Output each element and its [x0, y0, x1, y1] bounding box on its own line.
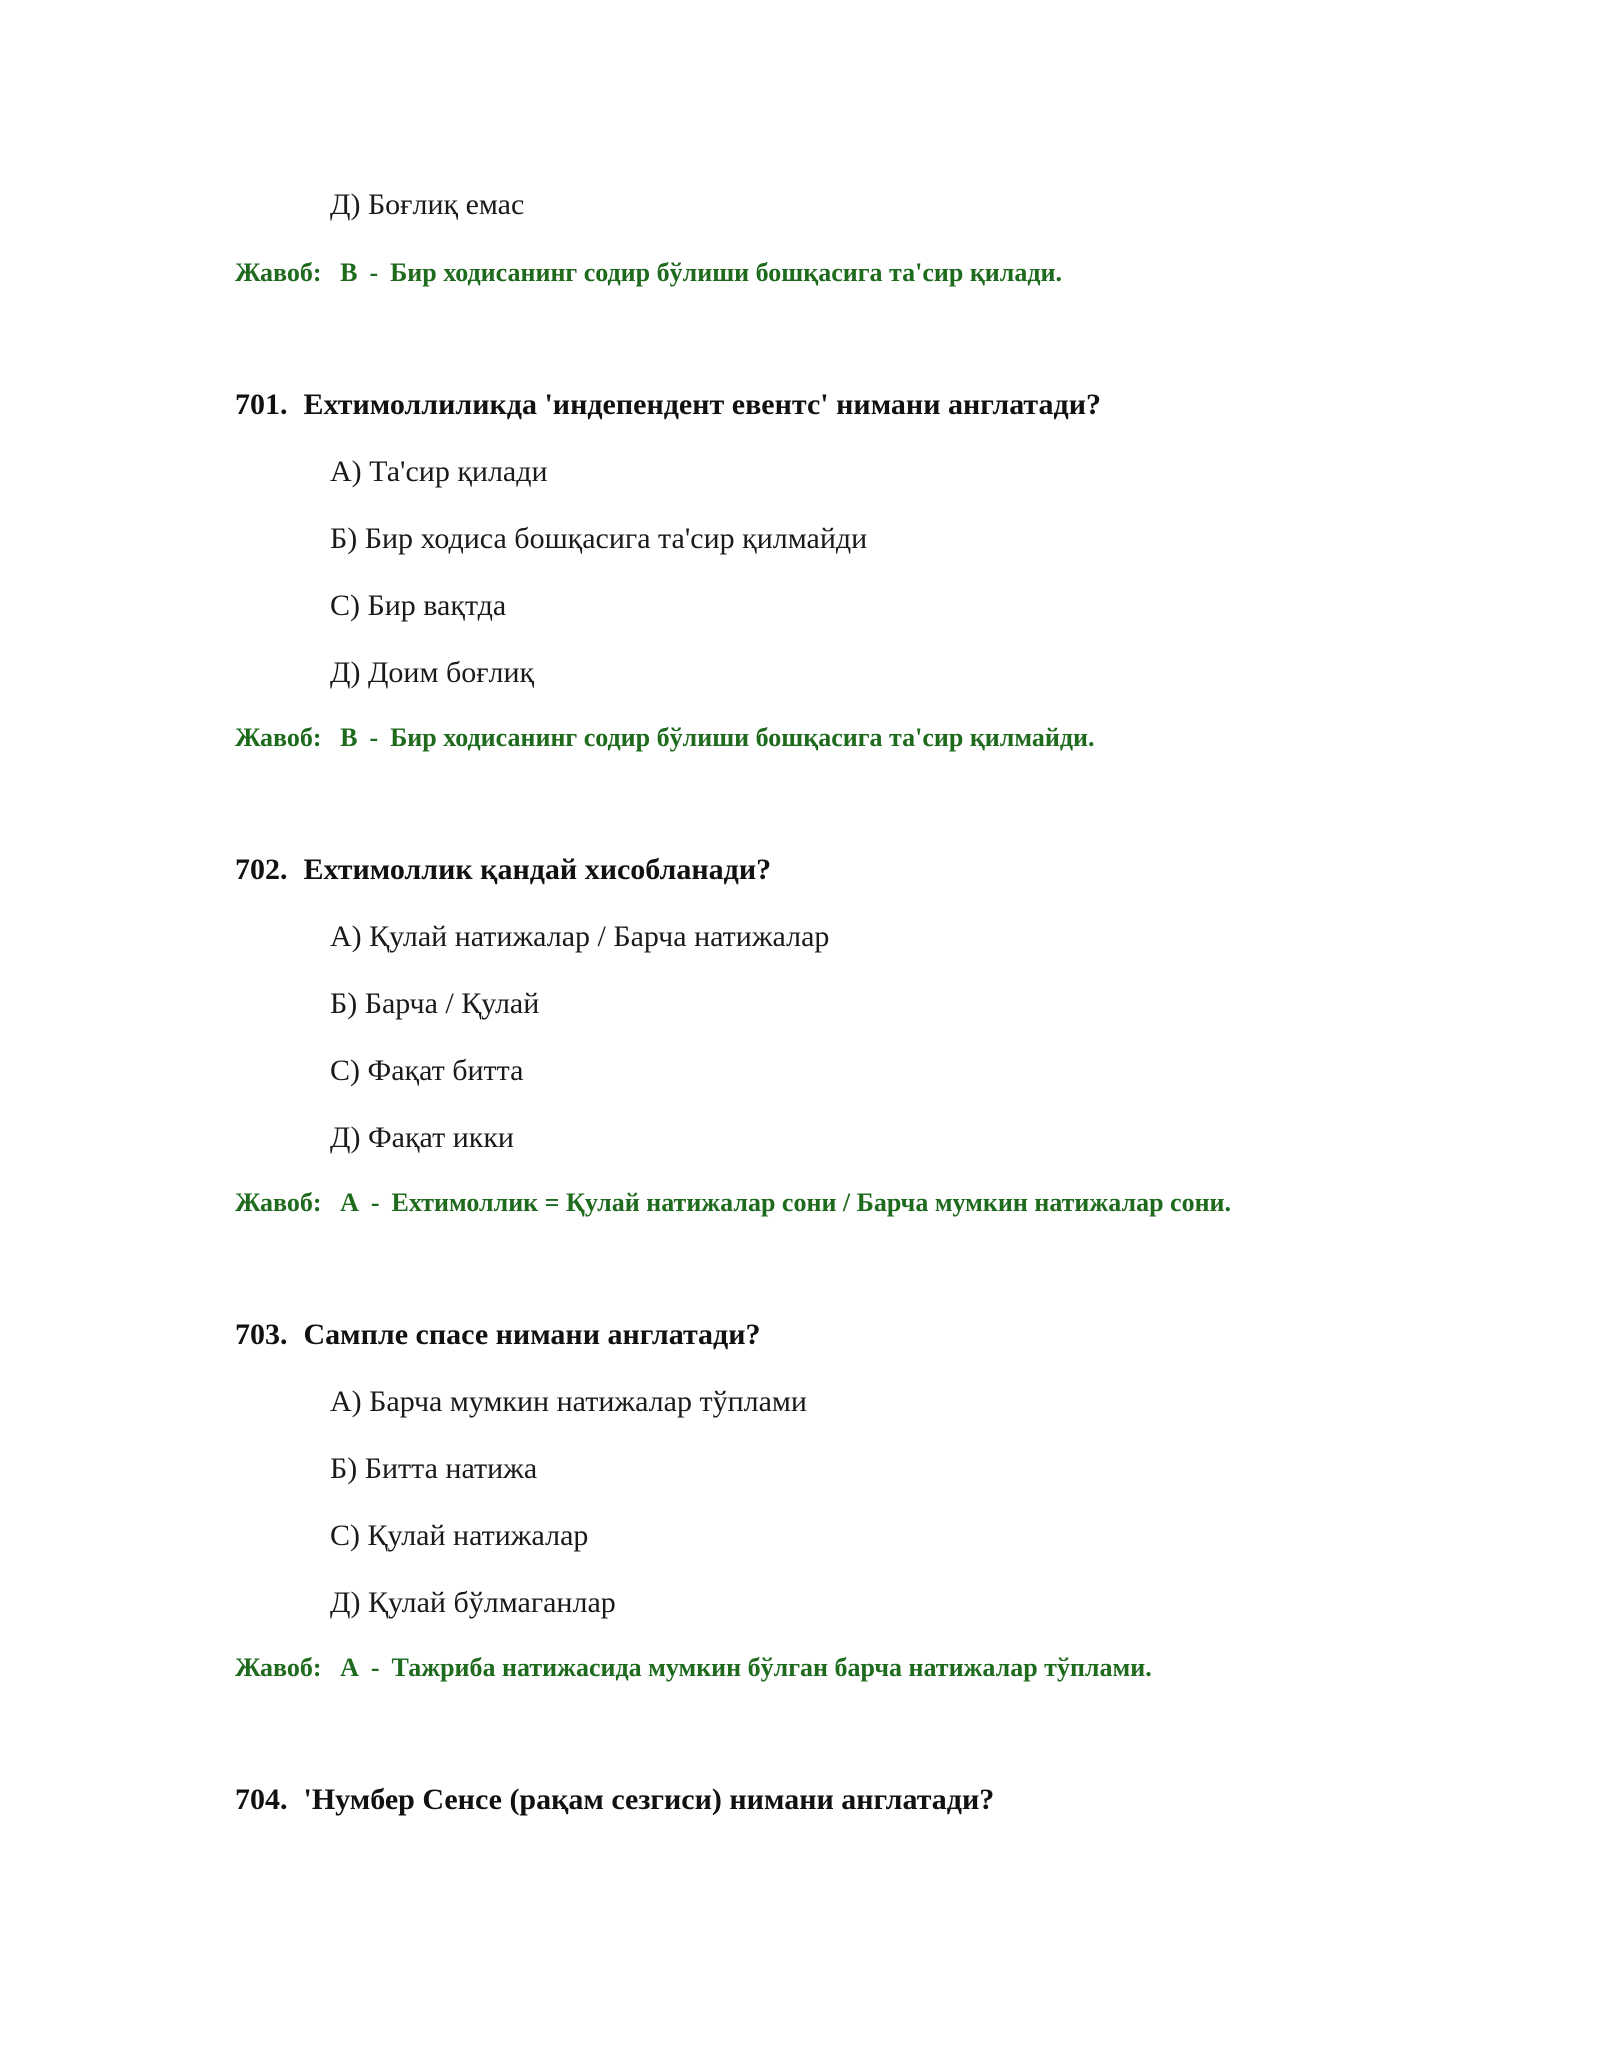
question-number: 701.: [235, 388, 288, 421]
answer-label: Жавоб:: [235, 1653, 322, 1682]
option-b-701: Б) Бир ходиса бошқасига та'сир қилмайди: [330, 522, 868, 555]
answer-label: Жавоб:: [235, 1188, 322, 1217]
answer-text: Бир ходисанинг содир бўлиши бошқасига та'сир қилади.: [390, 258, 1063, 287]
option-b-703: Б) Битта натижа: [330, 1452, 538, 1485]
option-a-703: А) Барча мумкин натижалар тўплами: [330, 1385, 807, 1418]
question-number: 702.: [235, 853, 288, 886]
answer-text: Тажриба натижасида мумкин бўлган барча натижалар тўплами.: [391, 1653, 1152, 1682]
answer-label: Жавоб:: [235, 258, 322, 287]
answer-line-702: [235, 1188, 1231, 1218]
option-d-703: Д) Қулай бўлмаганлар: [330, 1586, 616, 1619]
option-a-701: А) Та'сир қилади: [330, 455, 548, 488]
option-d-702: Д) Фақат икки: [330, 1121, 514, 1154]
question-701: [235, 388, 1101, 422]
question-text: Ехтимоллиликда 'индепендент евентс' нимани англатади?: [303, 388, 1101, 421]
answer-dash: -: [370, 1653, 380, 1682]
answer-key: В: [340, 723, 358, 752]
answer-key: А: [340, 1653, 359, 1682]
question-702: [235, 853, 771, 887]
answer-label: Жавоб:: [235, 723, 322, 752]
answer-dash: -: [369, 723, 379, 752]
option-b-702: Б) Барча / Қулай: [330, 987, 540, 1020]
option-c-703: С) Қулай натижалар: [330, 1519, 589, 1552]
answer-line-701: [235, 723, 1095, 753]
option-d-prev: Д) Боғлиқ емас: [330, 188, 525, 221]
answer-line-prev: [235, 258, 1062, 288]
question-number: 704.: [235, 1783, 288, 1816]
answer-key: А: [340, 1188, 359, 1217]
question-text: Сампле спасе нимани англатади?: [303, 1318, 761, 1351]
question-703: [235, 1318, 761, 1352]
question-text: Ехтимоллик қандай хисобланади?: [303, 853, 772, 886]
option-c-701: С) Бир вақтда: [330, 589, 507, 622]
option-d-701: Д) Доим боғлиқ: [330, 656, 535, 689]
answer-dash: -: [370, 1188, 380, 1217]
answer-line-703: [235, 1653, 1152, 1683]
option-c-702: С) Фақат битта: [330, 1054, 524, 1087]
option-a-702: А) Қулай натижалар / Барча натижалар: [330, 920, 830, 953]
answer-text: Ехтимоллик = Қулай натижалар сони / Барча мумкин натижалар сони.: [391, 1188, 1232, 1217]
answer-dash: -: [369, 258, 379, 287]
question-number: 703.: [235, 1318, 288, 1351]
question-text: 'Нумбер Сенсе (рақам сезгиси) нимани англатади?: [303, 1783, 995, 1816]
question-704: [235, 1783, 994, 1817]
answer-key: В: [340, 258, 358, 287]
answer-text: Бир ходисанинг содир бўлиши бошқасига та'сир қилмайди.: [390, 723, 1095, 752]
